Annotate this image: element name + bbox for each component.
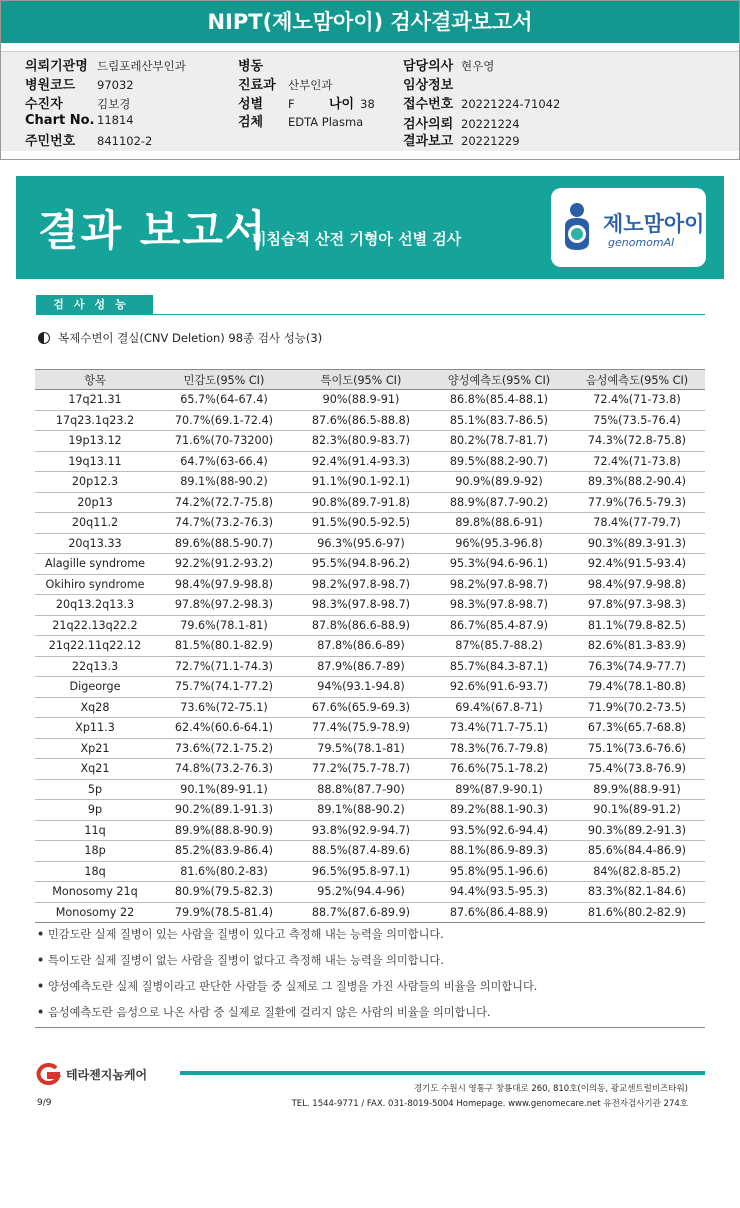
row-metric-cell: 73.6%(72-75.1): [155, 697, 293, 718]
row-metric-cell: 65.7%(64-67.4): [155, 390, 293, 411]
receipt-no-field: 접수번호 20221224-71042: [403, 97, 561, 112]
row-metric-cell: 90.3%(89.2-91.3): [569, 820, 705, 841]
row-item-name: 17q23.1q23.2: [35, 410, 155, 431]
row-metric-cell: 71.6%(70-73200): [155, 431, 293, 452]
row-item-name: 18q: [35, 861, 155, 882]
ward-field: 병동: [238, 59, 264, 74]
row-metric-cell: 74.2%(72.7-75.8): [155, 492, 293, 513]
row-metric-cell: 78.4%(77-79.7): [569, 513, 705, 534]
row-metric-cell: 86.8%(85.4-88.1): [429, 390, 569, 411]
table-row: [35, 800, 705, 821]
header-specificity: 특이도(95% CI): [293, 370, 429, 390]
row-metric-cell: 95.3%(94.6-96.1): [429, 554, 569, 575]
logo-subtext: genomomAI: [608, 236, 675, 249]
row-metric-cell: 93.8%(92.9-94.7): [293, 820, 429, 841]
table-row: [35, 513, 705, 534]
row-metric-cell: 79.5%(78.1-81): [293, 738, 429, 759]
row-item-name: 9p: [35, 800, 155, 821]
performance-table: [35, 369, 705, 923]
doctor-field: 담당의사 현우영: [403, 59, 495, 74]
row-metric-cell: 74.8%(73.2-76.3): [155, 759, 293, 780]
row-metric-cell: 89%(87.9-90.1): [429, 779, 569, 800]
row-metric-cell: 87%(85.7-88.2): [429, 636, 569, 657]
table-row: [35, 820, 705, 841]
row-metric-cell: 92.6%(91.6-93.7): [429, 677, 569, 698]
row-metric-cell: 78.3%(76.7-79.8): [429, 738, 569, 759]
row-metric-cell: 93.5%(92.6-94.4): [429, 820, 569, 841]
row-metric-cell: 91.5%(90.5-92.5): [293, 513, 429, 534]
row-metric-cell: 97.8%(97.3-98.3): [569, 595, 705, 616]
table-row: [35, 759, 705, 780]
row-metric-cell: 89.5%(88.2-90.7): [429, 451, 569, 472]
row-metric-cell: 73.4%(71.7-75.1): [429, 718, 569, 739]
row-metric-cell: 75.4%(73.8-76.9): [569, 759, 705, 780]
row-metric-cell: 82.6%(81.3-83.9): [569, 636, 705, 657]
row-metric-cell: 81.1%(79.8-82.5): [569, 615, 705, 636]
table-header-row: [35, 370, 705, 390]
half-filled-circle-icon: [38, 332, 50, 344]
row-metric-cell: 95.2%(94.4-96): [293, 882, 429, 903]
row-metric-cell: 89.2%(88.1-90.3): [429, 800, 569, 821]
row-metric-cell: 77.4%(75.9-78.9): [293, 718, 429, 739]
table-row: [35, 492, 705, 513]
row-metric-cell: 81.6%(80.2-82.9): [569, 902, 705, 923]
row-item-name: 11q: [35, 820, 155, 841]
company-contact: TEL. 1544-9771 / FAX. 031-8019-5004 Homepage. www.genomecare.net 유전자검사기관 274호: [291, 1099, 688, 1109]
row-item-name: Monosomy 21q: [35, 882, 155, 903]
report-title: NIPT(제노맘아이) 검사결과보고서: [1, 1, 739, 43]
row-metric-cell: 79.4%(78.1-80.8): [569, 677, 705, 698]
row-metric-cell: 87.9%(86.7-89): [293, 656, 429, 677]
sex-field: 성별 F: [238, 97, 295, 112]
row-metric-cell: 96.3%(95.6-97): [293, 533, 429, 554]
banner-title: 결과 보고서: [38, 206, 268, 255]
row-item-name: 17q21.31: [35, 390, 155, 411]
header-item: 항목: [35, 370, 155, 390]
row-metric-cell: 92.4%(91.5-93.4): [569, 554, 705, 575]
section-caption: 복제수변이 결실(CNV Deletion) 98종 검사 성능(3): [38, 330, 322, 346]
row-item-name: 19q13.11: [35, 451, 155, 472]
row-metric-cell: 98.2%(97.8-98.7): [429, 574, 569, 595]
row-metric-cell: 72.4%(71-73.8): [569, 451, 705, 472]
chart-no-field: Chart No. 11814: [25, 113, 134, 128]
hospital-code-field: 병원코드 97032: [25, 78, 134, 93]
row-metric-cell: 72.7%(71.1-74.3): [155, 656, 293, 677]
table-row: [35, 574, 705, 595]
row-metric-cell: 89.8%(88.6-91): [429, 513, 569, 534]
row-metric-cell: 89.3%(88.2-90.4): [569, 472, 705, 493]
row-item-name: Monosomy 22: [35, 902, 155, 923]
row-metric-cell: 90.8%(89.7-91.8): [293, 492, 429, 513]
table-row: [35, 615, 705, 636]
row-metric-cell: 88.9%(87.7-90.2): [429, 492, 569, 513]
row-item-name: 20q11.2: [35, 513, 155, 534]
table-row: [35, 841, 705, 862]
row-metric-cell: 94.4%(93.5-95.3): [429, 882, 569, 903]
table-row: [35, 779, 705, 800]
row-metric-cell: 81.5%(80.1-82.9): [155, 636, 293, 657]
row-metric-cell: 69.4%(67.8-71): [429, 697, 569, 718]
row-metric-cell: 90.9%(89.9-92): [429, 472, 569, 493]
row-metric-cell: 70.7%(69.1-72.4): [155, 410, 293, 431]
row-item-name: Xq21: [35, 759, 155, 780]
row-metric-cell: 74.7%(73.2-76.3): [155, 513, 293, 534]
row-metric-cell: 88.5%(87.4-89.6): [293, 841, 429, 862]
table-row: [35, 738, 705, 759]
row-metric-cell: 89.9%(88.9-91): [569, 779, 705, 800]
table-row: [35, 677, 705, 698]
company-name: 테라젠지놈케어: [66, 1068, 148, 1082]
row-metric-cell: 98.4%(97.9-98.8): [569, 574, 705, 595]
row-metric-cell: 98.3%(97.8-98.7): [429, 595, 569, 616]
row-item-name: Digeorge: [35, 677, 155, 698]
table-row: [35, 451, 705, 472]
row-metric-cell: 72.4%(71-73.8): [569, 390, 705, 411]
note-ppv: • 양성예측도란 실제 질병이라고 판단한 사람들 중 실제로 그 질병을 가진 사람들의 비율을 의미합니다.: [37, 980, 538, 993]
row-metric-cell: 94%(93.1-94.8): [293, 677, 429, 698]
row-metric-cell: 89.9%(88.8-90.9): [155, 820, 293, 841]
row-item-name: Xq28: [35, 697, 155, 718]
row-metric-cell: 90.1%(89-91.2): [569, 800, 705, 821]
row-item-name: 20p12.3: [35, 472, 155, 493]
row-metric-cell: 76.3%(74.9-77.7): [569, 656, 705, 677]
company-address: 경기도 수원시 영통구 창룡대로 260, 810호(이의동, 광교센트럴비즈타워): [413, 1084, 688, 1094]
row-metric-cell: 89.1%(88-90.2): [155, 472, 293, 493]
row-metric-cell: 92.4%(91.4-93.3): [293, 451, 429, 472]
banner-subtitle: 비침습적 산전 기형아 선별 검사: [252, 230, 462, 248]
patient-info-panel: [1, 51, 739, 151]
row-metric-cell: 85.1%(83.7-86.5): [429, 410, 569, 431]
report-date-field: 결과보고 20221229: [403, 134, 520, 149]
request-date-field: 검사의뢰 20221224: [403, 117, 520, 132]
row-metric-cell: 81.6%(80.2-83): [155, 861, 293, 882]
row-metric-cell: 87.6%(86.4-88.9): [429, 902, 569, 923]
row-metric-cell: 76.6%(75.1-78.2): [429, 759, 569, 780]
row-metric-cell: 75%(73.5-76.4): [569, 410, 705, 431]
header-ppv: 양성예측도(95% CI): [429, 370, 569, 390]
row-metric-cell: 83.3%(82.1-84.6): [569, 882, 705, 903]
note-specificity: • 특이도란 실제 질병이 없는 사람을 질병이 없다고 측정해 내는 능력을 의미합니다.: [37, 954, 444, 967]
table-row: [35, 656, 705, 677]
resident-no-field: 주민번호 841102-2: [25, 134, 153, 149]
row-metric-cell: 84%(82.8-85.2): [569, 861, 705, 882]
row-metric-cell: 87.8%(86.6-88.9): [293, 615, 429, 636]
row-metric-cell: 74.3%(72.8-75.8): [569, 431, 705, 452]
row-metric-cell: 86.7%(85.4-87.9): [429, 615, 569, 636]
report-header: [0, 0, 740, 160]
row-metric-cell: 97.8%(97.2-98.3): [155, 595, 293, 616]
row-metric-cell: 64.7%(63-66.4): [155, 451, 293, 472]
row-metric-cell: 88.1%(86.9-89.3): [429, 841, 569, 862]
row-item-name: 18p: [35, 841, 155, 862]
table-row: [35, 595, 705, 616]
row-metric-cell: 71.9%(70.2-73.5): [569, 697, 705, 718]
row-metric-cell: 89.6%(88.5-90.7): [155, 533, 293, 554]
row-metric-cell: 98.4%(97.9-98.8): [155, 574, 293, 595]
row-item-name: 20q13.33: [35, 533, 155, 554]
row-item-name: 21q22.13q22.2: [35, 615, 155, 636]
section-divider: [36, 314, 705, 315]
row-metric-cell: 98.2%(97.8-98.7): [293, 574, 429, 595]
table-row: [35, 472, 705, 493]
row-metric-cell: 80.9%(79.5-82.3): [155, 882, 293, 903]
table-row: [35, 410, 705, 431]
row-metric-cell: 91.1%(90.1-92.1): [293, 472, 429, 493]
terragen-g-logo-icon: [34, 1063, 62, 1085]
row-metric-cell: 75.7%(74.1-77.2): [155, 677, 293, 698]
table-row: [35, 882, 705, 903]
header-npv: 음성예측도(95% CI): [569, 370, 705, 390]
age-field: 나이 38: [329, 97, 375, 112]
row-metric-cell: 77.2%(75.7-78.7): [293, 759, 429, 780]
row-metric-cell: 62.4%(60.6-64.1): [155, 718, 293, 739]
genomom-logo: [551, 188, 706, 267]
table-row: [35, 431, 705, 452]
notes-divider: [35, 1027, 705, 1028]
row-item-name: Xp21: [35, 738, 155, 759]
row-metric-cell: 90.3%(89.3-91.3): [569, 533, 705, 554]
mother-baby-icon: [559, 202, 595, 252]
table-row: [35, 533, 705, 554]
row-metric-cell: 90%(88.9-91): [293, 390, 429, 411]
row-item-name: 19p13.12: [35, 431, 155, 452]
row-item-name: Alagille syndrome: [35, 554, 155, 575]
row-metric-cell: 80.2%(78.7-81.7): [429, 431, 569, 452]
row-metric-cell: 87.6%(86.5-88.8): [293, 410, 429, 431]
row-item-name: 5p: [35, 779, 155, 800]
table-row: [35, 861, 705, 882]
row-metric-cell: 67.3%(65.7-68.8): [569, 718, 705, 739]
row-metric-cell: 67.6%(65.9-69.3): [293, 697, 429, 718]
row-metric-cell: 90.1%(89-91.1): [155, 779, 293, 800]
row-item-name: 20p13: [35, 492, 155, 513]
row-metric-cell: 88.7%(87.6-89.9): [293, 902, 429, 923]
table-row: [35, 636, 705, 657]
table-row: [35, 718, 705, 739]
definition-notes: [37, 928, 705, 1032]
table-row: [35, 554, 705, 575]
section-tab: 검사성능: [36, 295, 153, 315]
header-sensitivity: 민감도(95% CI): [155, 370, 293, 390]
row-metric-cell: 90.2%(89.1-91.3): [155, 800, 293, 821]
row-metric-cell: 96.5%(95.8-97.1): [293, 861, 429, 882]
row-metric-cell: 77.9%(76.5-79.3): [569, 492, 705, 513]
logo-text: 제노맘아이: [603, 212, 705, 236]
row-metric-cell: 79.6%(78.1-81): [155, 615, 293, 636]
row-item-name: Xp11.3: [35, 718, 155, 739]
result-banner: [16, 176, 724, 279]
row-metric-cell: 98.3%(97.8-98.7): [293, 595, 429, 616]
row-metric-cell: 87.8%(86.6-89): [293, 636, 429, 657]
row-metric-cell: 75.1%(73.6-76.6): [569, 738, 705, 759]
clinical-info-field: 임상정보: [403, 78, 454, 93]
row-metric-cell: 82.3%(80.9-83.7): [293, 431, 429, 452]
row-metric-cell: 89.1%(88-90.2): [293, 800, 429, 821]
collector-field: 수진자 김보경: [25, 97, 131, 112]
table-row: [35, 902, 705, 923]
row-metric-cell: 79.9%(78.5-81.4): [155, 902, 293, 923]
row-item-name: 22q13.3: [35, 656, 155, 677]
row-item-name: 20q13.2q13.3: [35, 595, 155, 616]
row-metric-cell: 85.2%(83.9-86.4): [155, 841, 293, 862]
row-metric-cell: 96%(95.3-96.8): [429, 533, 569, 554]
specimen-field: 검체 EDTA Plasma: [238, 115, 364, 130]
page-number: 9/9: [37, 1098, 52, 1108]
row-metric-cell: 85.7%(84.3-87.1): [429, 656, 569, 677]
row-metric-cell: 95.8%(95.1-96.6): [429, 861, 569, 882]
table-body: [35, 390, 705, 923]
row-item-name: 21q22.11q22.12: [35, 636, 155, 657]
department-field: 진료과 산부인과: [238, 78, 333, 93]
row-metric-cell: 95.5%(94.8-96.2): [293, 554, 429, 575]
table-row: [35, 697, 705, 718]
note-npv: • 음성예측도란 음성으로 나온 사람 중 실제로 질환에 걸리지 않은 사람의 비율을 의미합니다.: [37, 1006, 491, 1019]
institution-field: 의뢰기관명 드림포레산부인과: [25, 59, 186, 74]
row-metric-cell: 92.2%(91.2-93.2): [155, 554, 293, 575]
table-row: [35, 390, 705, 411]
row-item-name: Okihiro syndrome: [35, 574, 155, 595]
row-metric-cell: 73.6%(72.1-75.2): [155, 738, 293, 759]
note-sensitivity: • 민감도란 실제 질병이 있는 사람을 질병이 있다고 측정해 내는 능력을 의미합니다.: [37, 928, 444, 941]
row-metric-cell: 88.8%(87.7-90): [293, 779, 429, 800]
footer-divider: [180, 1071, 705, 1075]
row-metric-cell: 85.6%(84.4-86.9): [569, 841, 705, 862]
